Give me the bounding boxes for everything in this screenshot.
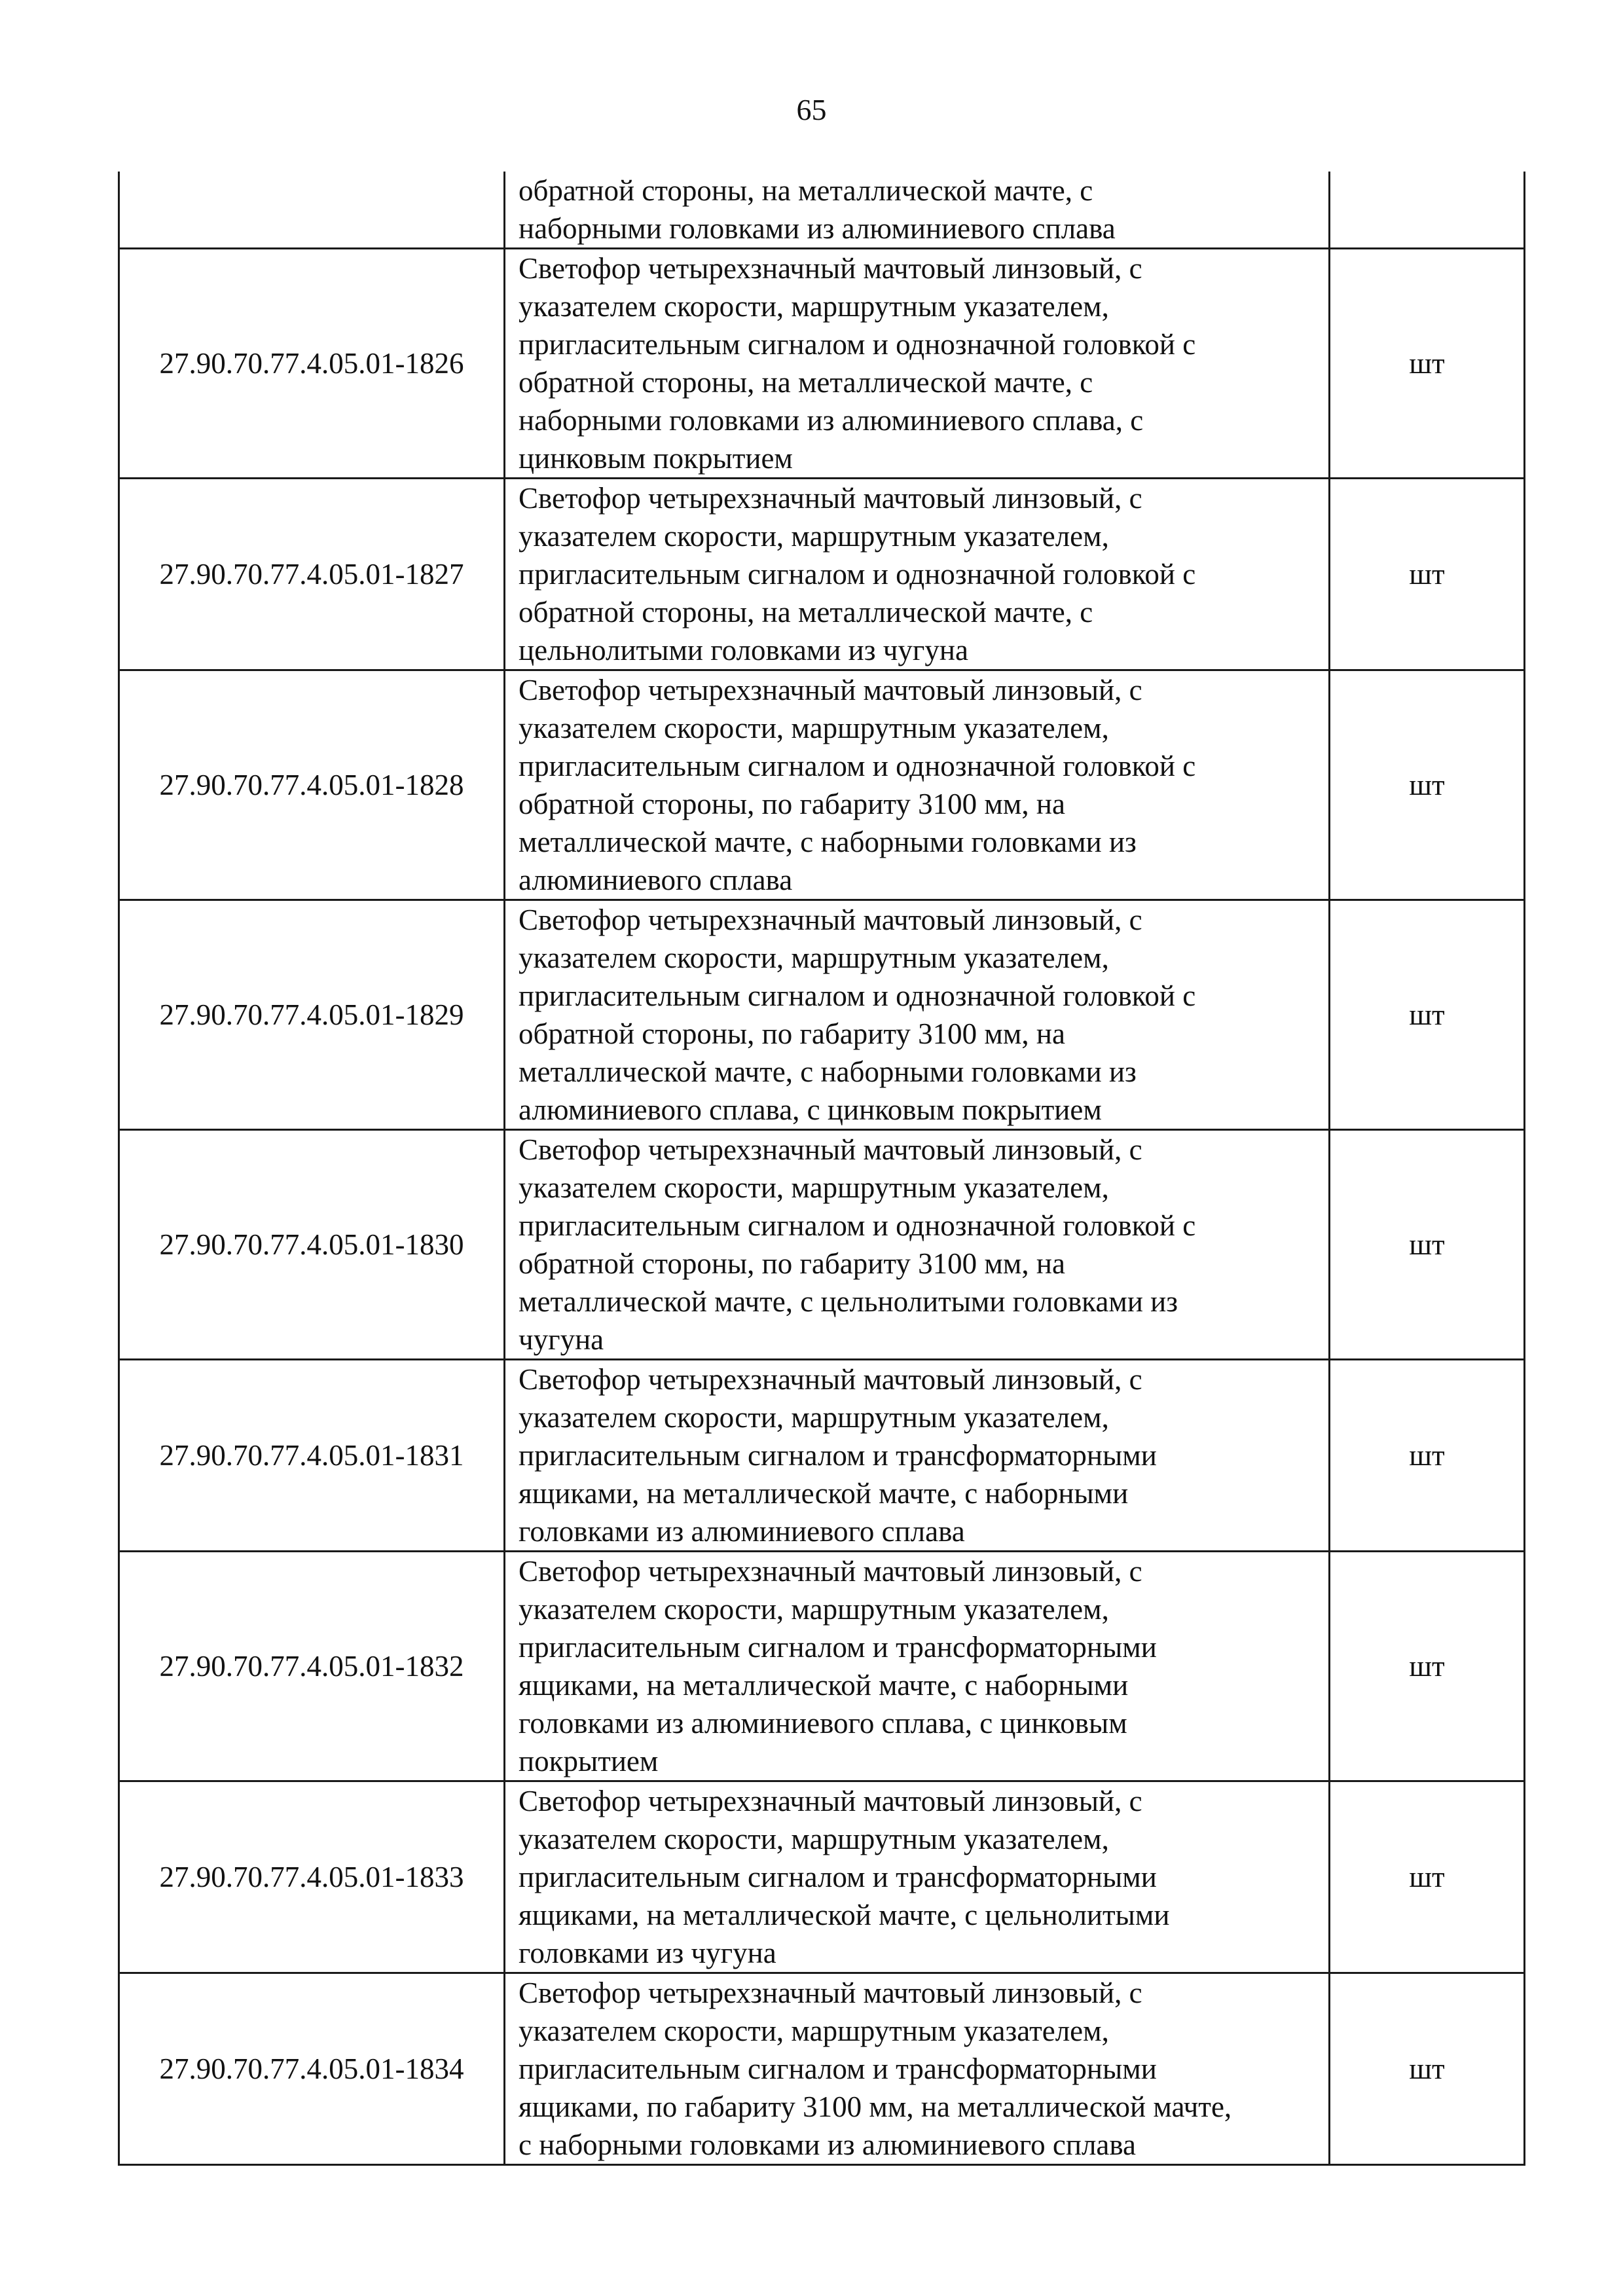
description-line: Светофор четырехзначный мачтовый линзовый, с xyxy=(519,674,1142,706)
description-line: обратной стороны, по габариту 3100 мм, на xyxy=(519,1247,1065,1280)
description-line: ящиками, на металлической мачте, с наборными xyxy=(519,1477,1129,1510)
description-line: наборными головками из алюминиевого сплава xyxy=(519,212,1116,245)
description-line: ящиками, на металлической мачте, с наборными xyxy=(519,1669,1129,1702)
description-line: Светофор четырехзначный мачтовый линзовый, с xyxy=(519,1363,1142,1396)
resource-description xyxy=(505,1781,1330,1973)
description-line: пригласительным сигналом и однозначной головкой с xyxy=(519,979,1196,1012)
table-row xyxy=(119,1552,1525,1781)
resource-description xyxy=(505,479,1330,670)
description-line: головками из алюминиевого сплава, с цинковым xyxy=(519,1707,1127,1740)
resource-description xyxy=(505,1360,1330,1552)
description-line: указателем скорости, маршрутным указателем, xyxy=(519,520,1109,553)
resource-code: 27.90.70.77.4.05.01-1828 xyxy=(119,670,505,900)
resource-description xyxy=(505,172,1330,249)
resource-code: 27.90.70.77.4.05.01-1826 xyxy=(119,249,505,479)
table-row xyxy=(119,1360,1525,1552)
resource-description xyxy=(505,900,1330,1130)
description-line: Светофор четырехзначный мачтовый линзовый, с xyxy=(519,1785,1142,1817)
table-row xyxy=(119,1781,1525,1973)
resource-code: 27.90.70.77.4.05.01-1833 xyxy=(119,1781,505,1973)
resource-code: 27.90.70.77.4.05.01-1829 xyxy=(119,900,505,1130)
unit-of-measure: шт xyxy=(1330,1973,1525,2165)
description-line: обратной стороны, на металлической мачте, с xyxy=(519,596,1093,629)
description-line: пригласительным сигналом и трансформаторными xyxy=(519,1861,1157,1893)
table-row xyxy=(119,479,1525,670)
resource-table xyxy=(118,172,1525,2166)
description-line: обратной стороны, по габариту 3100 мм, на xyxy=(519,788,1065,820)
table-row xyxy=(119,172,1525,249)
table-row xyxy=(119,670,1525,900)
resource-code: 27.90.70.77.4.05.01-1830 xyxy=(119,1130,505,1360)
description-line: металлической мачте, с наборными головками из xyxy=(519,826,1137,858)
description-line: Светофор четырехзначный мачтовый линзовый, с xyxy=(519,482,1142,515)
description-line: Светофор четырехзначный мачтовый линзовый, с xyxy=(519,1133,1142,1166)
description-line: наборными головками из алюминиевого сплава, с xyxy=(519,404,1144,437)
unit-of-measure: шт xyxy=(1330,479,1525,670)
unit-of-measure: шт xyxy=(1330,1781,1525,1973)
table-row xyxy=(119,249,1525,479)
description-line: головками из алюминиевого сплава xyxy=(519,1515,965,1548)
description-line: цинковым покрытием xyxy=(519,442,793,475)
description-line: Светофор четырехзначный мачтовый линзовый, с xyxy=(519,1555,1142,1588)
description-line: указателем скорости, маршрутным указателем, xyxy=(519,712,1109,744)
unit-of-measure: шт xyxy=(1330,670,1525,900)
unit-of-measure: шт xyxy=(1330,900,1525,1130)
resource-code: 27.90.70.77.4.05.01-1827 xyxy=(119,479,505,670)
resource-description xyxy=(505,1552,1330,1781)
description-line: пригласительным сигналом и однозначной головкой с xyxy=(519,750,1196,782)
description-line: Светофор четырехзначный мачтовый линзовый, с xyxy=(519,1977,1142,2009)
resource-description xyxy=(505,1130,1330,1360)
description-line: пригласительным сигналом и однозначной головкой с xyxy=(519,328,1196,361)
description-line: ящиками, на металлической мачте, с цельнолитыми xyxy=(519,1899,1170,1931)
unit-of-measure: шт xyxy=(1330,1552,1525,1781)
description-line: указателем скорости, маршрутным указателем, xyxy=(519,1401,1109,1434)
unit-of-measure: шт xyxy=(1330,1360,1525,1552)
resource-code: 27.90.70.77.4.05.01-1834 xyxy=(119,1973,505,2165)
table-row xyxy=(119,1130,1525,1360)
description-line: указателем скорости, маршрутным указателем, xyxy=(519,1593,1109,1626)
resource-code: 27.90.70.77.4.05.01-1831 xyxy=(119,1360,505,1552)
description-line: обратной стороны, по габариту 3100 мм, на xyxy=(519,1017,1065,1050)
table-row xyxy=(119,900,1525,1130)
resource-description xyxy=(505,1973,1330,2165)
description-line: цельнолитыми головками из чугуна xyxy=(519,634,968,666)
description-line: указателем скорости, маршрутным указателем, xyxy=(519,290,1109,323)
description-line: алюминиевого сплава xyxy=(519,864,793,896)
description-line: обратной стороны, на металлической мачте, с xyxy=(519,366,1093,399)
unit-of-measure xyxy=(1330,172,1525,249)
description-line: ящиками, по габариту 3100 мм, на металлической мачте, xyxy=(519,2090,1232,2123)
description-line: металлической мачте, с цельнолитыми головками из xyxy=(519,1285,1178,1318)
resource-code: 27.90.70.77.4.05.01-1832 xyxy=(119,1552,505,1781)
description-line: Светофор четырехзначный мачтовый линзовый, с xyxy=(519,903,1142,936)
table-row xyxy=(119,1973,1525,2165)
description-line: пригласительным сигналом и однозначной головкой с xyxy=(519,1209,1196,1242)
description-line: пригласительным сигналом и трансформаторными xyxy=(519,1439,1157,1472)
description-line: головками из чугуна xyxy=(519,1937,776,1969)
description-line: с наборными головками из алюминиевого сплава xyxy=(519,2128,1137,2161)
description-line: чугуна xyxy=(519,1323,604,1356)
unit-of-measure: шт xyxy=(1330,1130,1525,1360)
description-line: указателем скорости, маршрутным указателем, xyxy=(519,1171,1109,1204)
description-line: пригласительным сигналом и трансформаторными xyxy=(519,2052,1157,2085)
resource-description xyxy=(505,249,1330,479)
page-number: 65 xyxy=(796,93,827,126)
description-line: указателем скорости, маршрутным указателем, xyxy=(519,1823,1109,1855)
resource-code xyxy=(119,172,505,249)
description-line: указателем скорости, маршрутным указателем, xyxy=(519,2014,1109,2047)
description-line: алюминиевого сплава, с цинковым покрытием xyxy=(519,1093,1102,1126)
description-line: металлической мачте, с наборными головками из xyxy=(519,1055,1137,1088)
description-line: Светофор четырехзначный мачтовый линзовый, с xyxy=(519,252,1142,285)
description-line: пригласительным сигналом и однозначной головкой с xyxy=(519,558,1196,591)
description-line: указателем скорости, маршрутным указателем, xyxy=(519,941,1109,974)
unit-of-measure: шт xyxy=(1330,249,1525,479)
resource-description xyxy=(505,670,1330,900)
description-line: покрытием xyxy=(519,1745,659,1777)
description-line: обратной стороны, на металлической мачте, с xyxy=(519,174,1093,207)
description-line: пригласительным сигналом и трансформаторными xyxy=(519,1631,1157,1664)
